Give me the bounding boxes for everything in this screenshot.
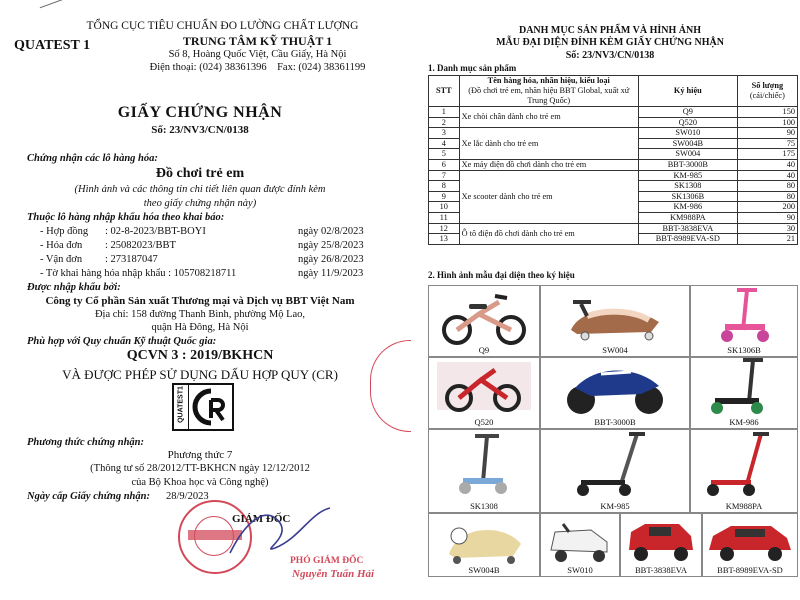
- org-name: TRUNG TÂM KỸ THUẬT 1: [182, 34, 333, 48]
- table-row: [429, 223, 798, 234]
- cr-mark-side-text: QUATEST1: [177, 386, 185, 423]
- photo-cell-bbt-3838eva: [620, 513, 702, 577]
- cell-code: SW004: [638, 149, 737, 160]
- conform-label: Phù hợp với Quy chuẩn Kỹ thuật Quốc gia:: [27, 336, 217, 347]
- cell-product-name: Xe máy điện đồ chơi dành cho trẻ em: [459, 159, 638, 170]
- header-name: [459, 76, 638, 107]
- import-row-declaration-label: - Tờ khai hàng hóa nhập khẩu : 105708218711: [40, 268, 237, 279]
- cell-code: BBT-3838EVA: [638, 223, 737, 234]
- photo-caption-km-986: KM-986: [729, 417, 759, 427]
- scooter-adult-icon: [541, 430, 689, 500]
- cell-stt: 6: [429, 159, 460, 170]
- photo-cell-bbt-3000b: [540, 357, 690, 429]
- import-label: Thuộc lô hàng nhập khẩu hóa theo khai báo:: [27, 212, 225, 223]
- photo-cell-q520: [428, 357, 540, 429]
- appendix-title-1: DANH MỤC SẢN PHẨM VÀ HÌNH ẢNH: [518, 25, 702, 36]
- balance-bike-icon: [429, 286, 539, 346]
- cell-stt: 7: [429, 170, 460, 181]
- cell-qty: 40: [737, 170, 797, 181]
- photo-caption-sk1308: SK1308: [470, 501, 498, 511]
- cell-stt: 10: [429, 202, 460, 213]
- scooter-red-icon: [691, 430, 797, 500]
- photo-caption-bbt-3838eva: BBT-3838EVA: [635, 565, 687, 575]
- photo-caption-sw004b: SW004B: [468, 565, 500, 575]
- import-row-bill-value: : 273187047: [105, 254, 158, 265]
- photo-cell-bbt-8989eva-sd: [702, 513, 798, 577]
- table-row: [429, 170, 798, 181]
- cell-code: SK1308: [638, 181, 737, 192]
- brand-logo-text: QUATEST 1: [14, 38, 91, 53]
- import-row-invoice-label: - Hóa đơn: [40, 240, 83, 251]
- import-row-contract-value: : 02-8-2023/BBT-BOYI: [105, 226, 206, 237]
- photo-cell-sk1308: [428, 429, 540, 513]
- import-row-bill-date: ngày 26/8/2023: [298, 254, 364, 265]
- photo-caption-bbt-8989eva-sd: BBT-8989EVA-SD: [717, 565, 783, 575]
- org-address: Số 8, Hoàng Quốc Việt, Cầu Giấy, Hà Nội: [168, 49, 347, 60]
- photo-cell-km-986: [690, 357, 798, 429]
- org-contact: Điện thoại: (024) 38361396 Fax: (024) 38361199: [149, 62, 366, 73]
- photo-cell-km-985: [540, 429, 690, 513]
- director-label: GIÁM ĐỐC: [232, 513, 291, 525]
- cell-stt: 3: [429, 128, 460, 139]
- photo-cell-km988pa: [690, 429, 798, 513]
- doc-number: Số: 23/NV3/CN/0138: [151, 124, 249, 136]
- header-code: Ký hiệu: [638, 76, 737, 107]
- photo-grid: [428, 285, 798, 577]
- product-table: [428, 75, 798, 245]
- org-parent: TỔNG CỤC TIÊU CHUẨN ĐO LƯỜNG CHẤT LƯỢNG: [86, 20, 359, 32]
- photo-caption-km-985: KM-985: [600, 501, 630, 511]
- cert-goods-label: Chứng nhận các lô hàng hóa:: [27, 153, 158, 164]
- cell-qty: 80: [737, 181, 797, 192]
- section-1-label: 1. Danh mục sản phẩm: [428, 63, 517, 73]
- photo-caption-sk1306b: SK1306B: [727, 345, 761, 355]
- goods-note-2: theo giấy chứng nhận này): [143, 198, 257, 209]
- cell-code: SW004B: [638, 138, 737, 149]
- importer-name: Công ty Cổ phần Sản xuất Thương mại và Dịch vụ BBT Việt Nam: [45, 295, 355, 307]
- cell-qty: 80: [737, 191, 797, 202]
- issue-date-label: Ngày cấp Giấy chứng nhận:: [27, 491, 150, 502]
- cell-product-name: Xe lắc dành cho trẻ em: [459, 128, 638, 160]
- table-row: [429, 128, 798, 139]
- cell-code: BBT-3000B: [638, 159, 737, 170]
- import-row-declaration-date: ngày 11/9/2023: [298, 268, 364, 279]
- method-value: Phương thức 7: [167, 449, 233, 461]
- cr-mark-icon: [192, 388, 230, 426]
- importer-address-1: Địa chỉ: 158 đường Thanh Bình, phường Mộ Lao,: [94, 309, 306, 320]
- cell-stt: 1: [429, 107, 460, 118]
- cell-product-name: Ô tô điện đồ chơi dành cho trẻ em: [459, 223, 638, 244]
- header-qty: [737, 76, 797, 107]
- cell-code: KM988PA: [638, 212, 737, 223]
- importer-label: Được nhập khẩu bởi:: [27, 282, 121, 293]
- photo-cell-sw004b: [428, 513, 540, 577]
- suv-icon: [703, 514, 797, 566]
- cell-stt: 8: [429, 181, 460, 192]
- header-qty-title: Số lượng: [751, 81, 784, 90]
- table-row: [429, 107, 798, 118]
- photo-caption-q520: Q520: [474, 417, 494, 427]
- header-stt: STT: [429, 76, 460, 107]
- cell-product-name: Xe scooter dành cho trẻ em: [459, 170, 638, 223]
- import-row-invoice-date: ngày 25/8/2023: [298, 240, 364, 251]
- cr-mark-logo: [172, 383, 234, 431]
- cell-stt: 5: [429, 149, 460, 160]
- cell-code: KM-986: [638, 202, 737, 213]
- swing-car-icon: [541, 286, 689, 346]
- motorbike-icon: [541, 358, 689, 418]
- cell-qty: 200: [737, 202, 797, 213]
- table-header-row: [429, 76, 798, 107]
- method-note-2: của Bộ Khoa học và Công nghệ): [131, 477, 269, 488]
- header-name-sub: (Đồ chơi trẻ em, nhãn hiệu BBT Global, xuất xứ Trung Quốc): [468, 86, 630, 105]
- cell-qty: 100: [737, 117, 797, 128]
- importer-address-2: quận Hà Đông, Hà Nội: [151, 322, 249, 333]
- standard-code: QCVN 3 : 2019/BKHCN: [126, 348, 274, 363]
- cell-code: Q9: [638, 107, 737, 118]
- jeep-icon: [621, 514, 701, 566]
- photo-cell-sw010: [540, 513, 620, 577]
- issue-date-value: 28/9/2023: [166, 491, 209, 502]
- goods-note-1: (Hình ảnh và các thông tin chi tiết liên quan được đính kèm: [74, 184, 326, 195]
- cell-stt: 11: [429, 212, 460, 223]
- swing-car-duck-icon: [429, 514, 539, 566]
- cell-code: SW010: [638, 128, 737, 139]
- header-qty-sub: (cái/chiếc): [749, 91, 785, 100]
- cell-code: KM-985: [638, 170, 737, 181]
- tricycle-icon: [429, 358, 539, 418]
- cr-mark-side-panel: [174, 385, 189, 429]
- table-body: [429, 107, 798, 245]
- deputy-director-label: PHÓ GIÁM ĐỐC: [290, 556, 364, 566]
- photo-caption-sw004: SW004: [602, 345, 628, 355]
- appendix-page: [420, 0, 800, 600]
- photo-cell-sw004: [540, 285, 690, 357]
- cell-code: SK1306B: [638, 191, 737, 202]
- cell-qty: 175: [737, 149, 797, 160]
- photo-caption-q9: Q9: [478, 345, 490, 355]
- cell-qty: 90: [737, 128, 797, 139]
- cell-qty: 30: [737, 223, 797, 234]
- photo-cell-q9: [428, 285, 540, 357]
- appendix-doc-number: Số: 23/NV3/CN/0138: [565, 50, 655, 61]
- cell-qty: 21: [737, 234, 797, 245]
- signature-stroke: [220, 503, 340, 563]
- goods-name: Đồ chơi trẻ em: [155, 166, 245, 181]
- import-row-contract-date: ngày 02/8/2023: [298, 226, 364, 237]
- cell-code: Q520: [638, 117, 737, 128]
- scooter-black-icon: [691, 358, 797, 418]
- scooter-kids-icon: [429, 430, 539, 500]
- cell-stt: 13: [429, 234, 460, 245]
- photo-caption-sw010: SW010: [567, 565, 593, 575]
- cell-stt: 4: [429, 138, 460, 149]
- cell-product-name: Xe chòi chân dành cho trẻ em: [459, 107, 638, 128]
- scribble-mark: [40, 0, 71, 14]
- photo-caption-km988pa: KM988PA: [725, 501, 763, 511]
- photo-cell-sk1306b: [690, 285, 798, 357]
- signer-name: Nguyễn Tuấn Hải: [292, 568, 375, 580]
- cell-stt: 2: [429, 117, 460, 128]
- cr-text: VÀ ĐƯỢC PHÉP SỬ DỤNG DẤU HỢP QUY (CR): [62, 367, 338, 382]
- import-row-bill-label: - Vận đơn: [40, 254, 83, 265]
- table-row: [429, 159, 798, 170]
- import-row-contract-label: - Hợp đồng: [40, 226, 89, 237]
- cell-qty: 75: [737, 138, 797, 149]
- photo-caption-bbt-3000b: BBT-3000B: [594, 417, 636, 427]
- method-label: Phương thức chứng nhận:: [27, 437, 144, 448]
- cell-stt: 9: [429, 191, 460, 202]
- method-note-1: (Thông tư số 28/2012/TT-BKHCN ngày 12/12/2012: [90, 463, 310, 474]
- cell-code: BBT-8989EVA-SD: [638, 234, 737, 245]
- import-row-invoice-value: : 25082023/BBT: [105, 240, 176, 251]
- cell-stt: 12: [429, 223, 460, 234]
- ride-on-car-icon: [541, 514, 619, 566]
- section-2-label: 2. Hình ảnh mẫu đại diện theo ký hiệu: [428, 270, 575, 280]
- doc-title: GIẤY CHỨNG NHẬN: [117, 104, 283, 121]
- cell-qty: 90: [737, 212, 797, 223]
- cell-qty: 150: [737, 107, 797, 118]
- appendix-title-2: MẪU ĐẠI DIỆN ĐÍNH KÈM GIẤY CHỨNG NHẬN: [496, 37, 724, 48]
- scooter-pink-icon: [691, 286, 797, 346]
- header-name-title: Tên hàng hóa, nhãn hiệu, kiểu loại: [487, 76, 610, 85]
- cell-qty: 40: [737, 159, 797, 170]
